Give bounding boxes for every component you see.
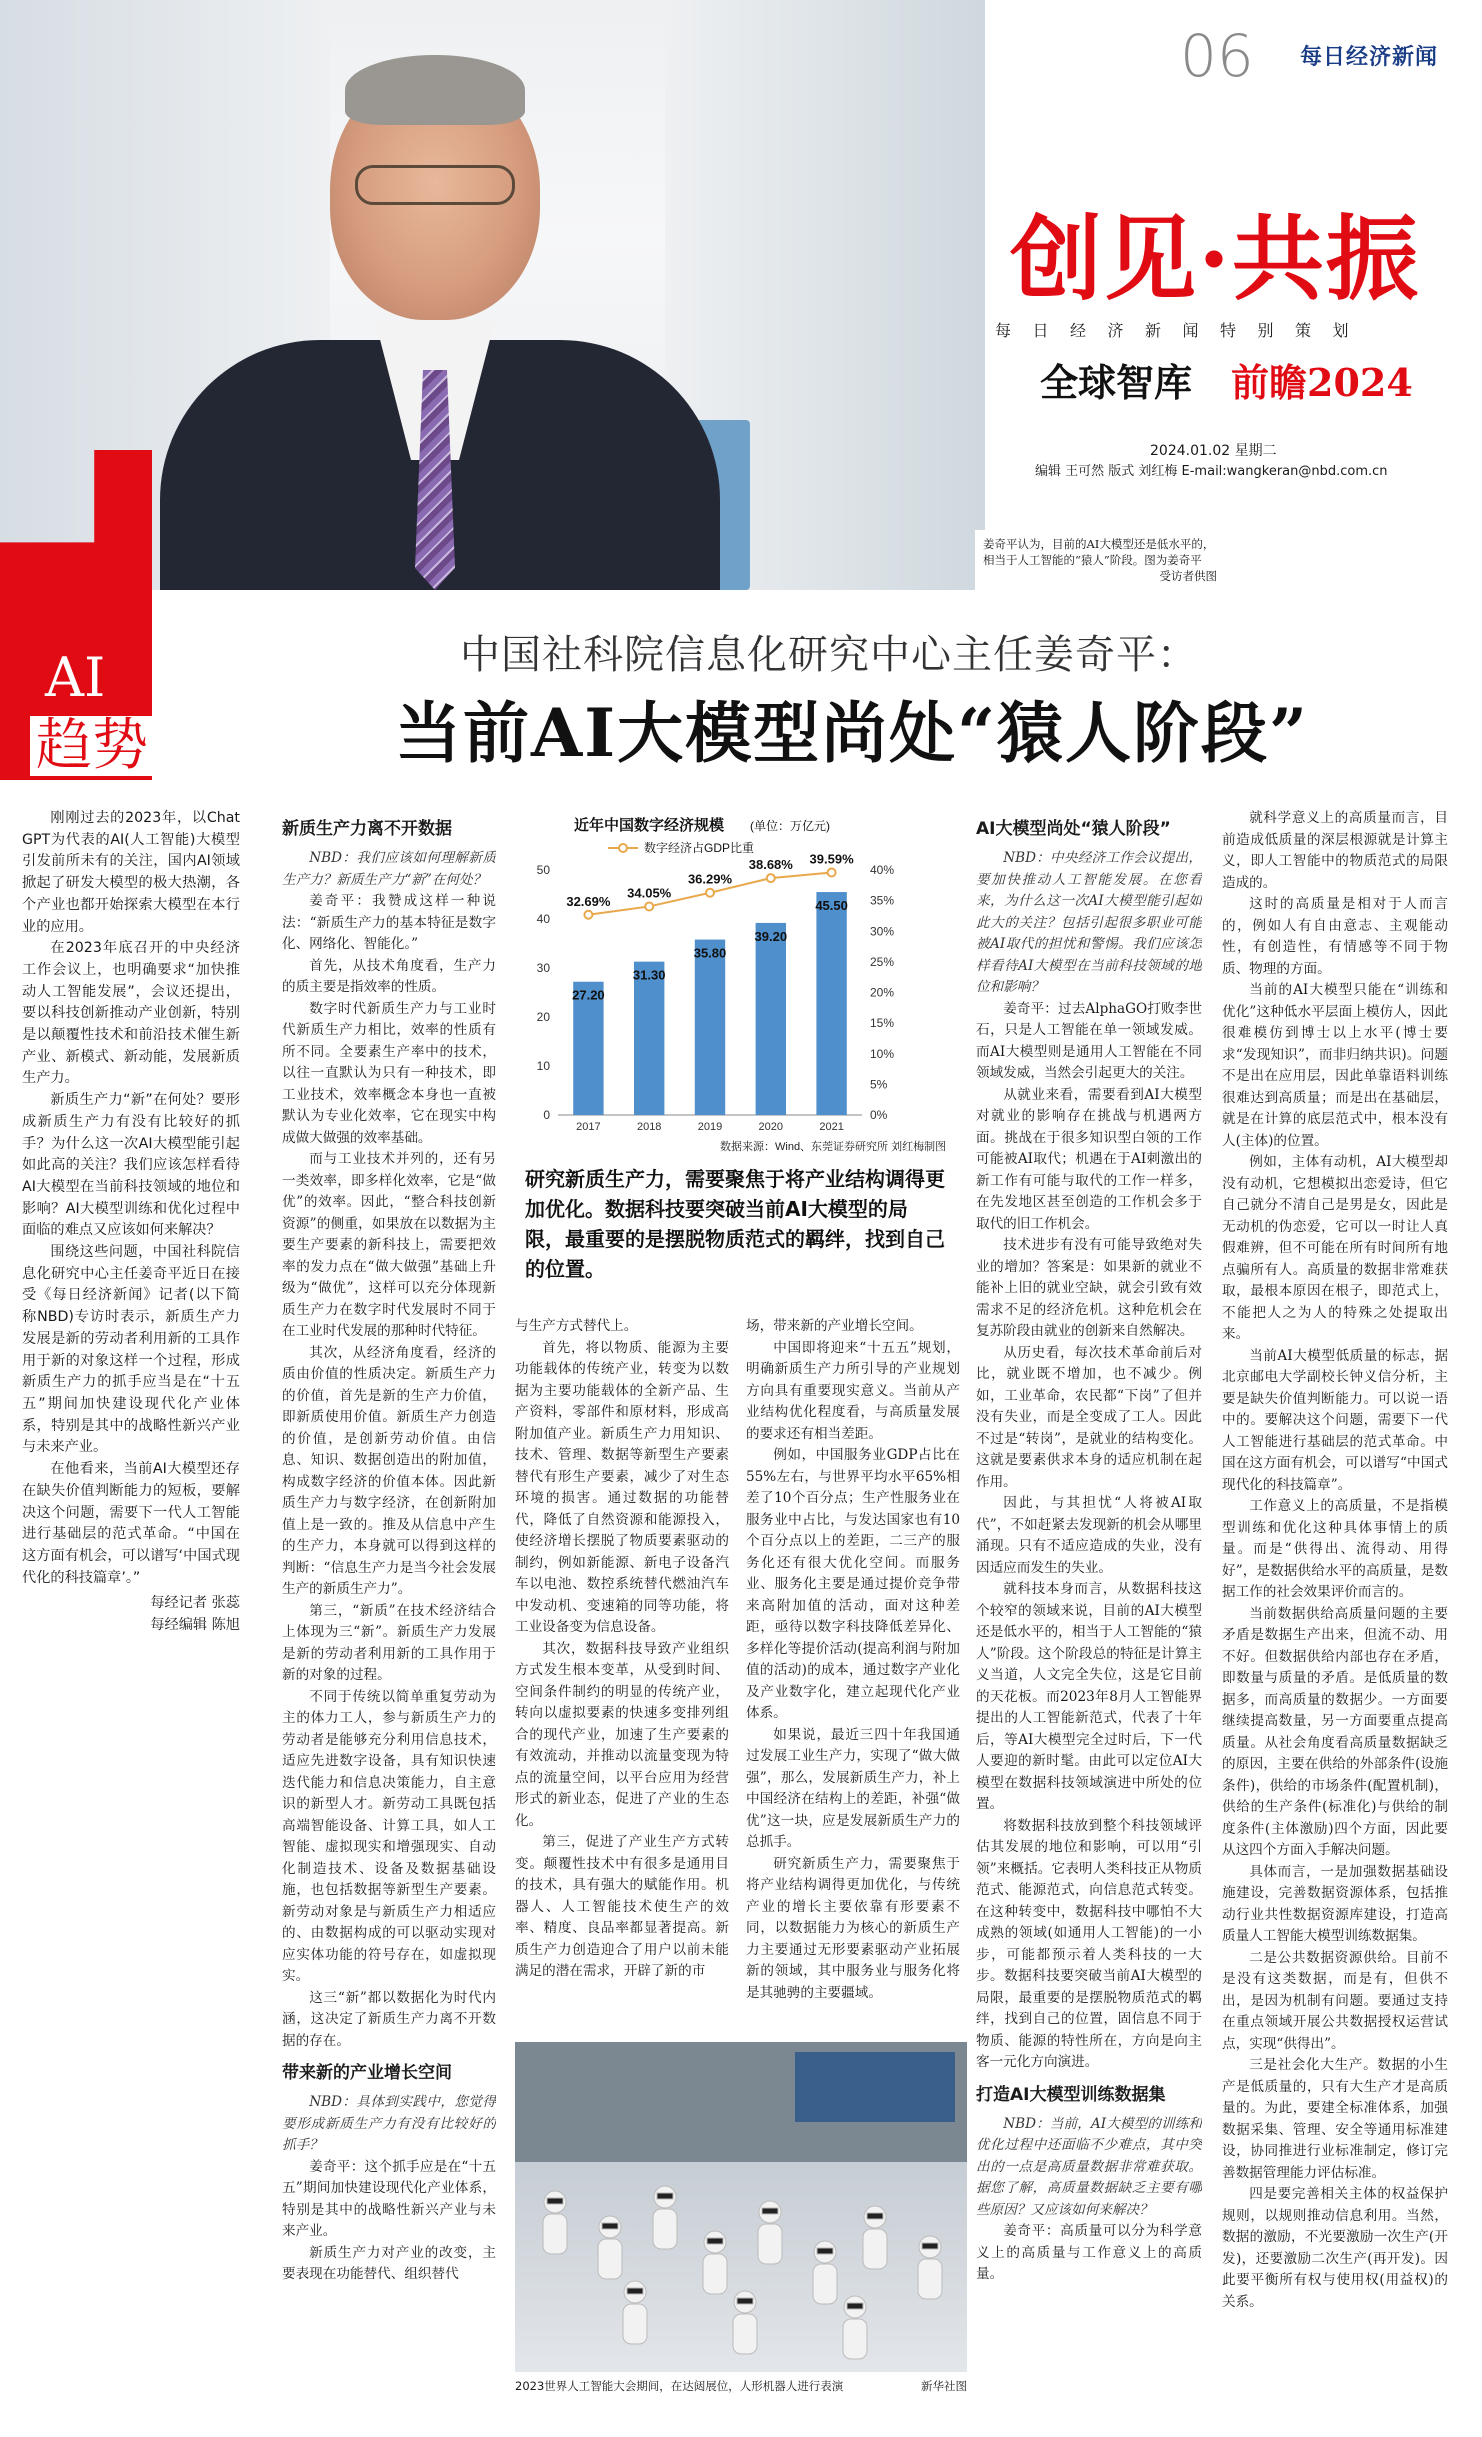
bar-value-label: 35.80 [693,945,727,961]
forward-label: 前瞻2024 [1231,360,1413,405]
body-paragraph: 首先，将以物质、能源为主要功能载体的传统产业，转变为以数据为主要功能载体的全新产品、生产资料，零部件和原材料，形成高附加值产业。新质生产力用知识、技术、管理、数据等新型生产要素替代有形生产要素，减少了对生态环境的损害。通过数据的功能替代，降低了自然资源和能源投入，使经济增长摆脱了物质要素驱动的制约，例如新能源、新电子设备汽车以电池、数控系统替代燃油汽车中发动机、变速箱的同等功能，将工业设备变为信息设备。 [515,1339,729,1635]
subheading: 打造AI大模型训练数据集 [976,2084,1166,2105]
body-paragraph: 就科技本身而言，从数据科技这个较窄的领域来说，目前的AI大模型还是低水平的，相当于人工智能的“猿人”阶段。这个阶段总的特征是计算主义当道，人文完全失位，这是它目前的天花板。而2023年8月人工智能界提出的人工智能新范式，代表了十年后，等AI大模型完全过时后，下一代人要迎的新时髦。由此可以定位AI大模型在数据科技领域演进中所处的位置。 [976,1581,1202,1812]
ratio-point [767,874,775,882]
bar [634,962,664,1115]
chart-svg [510,810,948,1155]
article-column-6 [1222,808,1448,2413]
interview-answer: 姜奇平：过去AlphaGO打败李世石，只是人工智能在单一领域发威。而AI大模型则是通用人工智能在不同领域发威，当然会引起更大的关注。 [976,1000,1202,1081]
ratio-label: 38.68% [748,857,793,873]
bar [756,923,786,1115]
body-paragraph: 这三“新”都以数据化为时代内涵，这决定了新质生产力离不开数据的存在。 [282,1989,496,2049]
headline: 当前AI大模型尚处“猿人阶段” [395,694,1310,772]
body-paragraph: 例如，中国服务业GDP占比在55%左右，与世界平均水平65%相差了10个百分点；生产性服务业在服务业中占比，与发达国家也有10个百分点以上的差距，二三产的服务化还有很大优化空间。而服务业、服务化主要是通过提价竞争带来高附加值的活动，面对这种差距，亟待以数字科技降低差异化、多样化等提价活动(提高利润与附加值的活动)的成本，通过数字产业化及产业数字化，建立起现代化产业体系。 [746,1447,960,1721]
ratio-label: 32.69% [566,893,611,909]
robot-photo-illustration [515,2042,967,2372]
robot-figure [623,2281,647,2344]
robot-photo-caption [515,2378,967,2394]
body-paragraph: 就科学意义上的高质量而言，目前造成低质量的深层根源就是计算主义，即人工智能中的物质范式的局限造成的。 [1222,810,1448,891]
y-tick-label: 10 [536,1059,550,1073]
interview-question: NBD：中央经济工作会议提出，要加快推动人工智能发展。在您看来，为什么这一次AI大模型能引起如此大的关注？包括引起很多职业可能被AI取代的担忧和警惕。我们应该怎样看待AI大模型在当前科技领域的地位和影响？ [976,850,1202,995]
y-tick-label: 50 [536,863,550,877]
body-paragraph: 具体而言，一是加强数据基础设施建设，完善数据资源体系，包括推动行业共性数据资源库建设，打造高质量人工智能大模型训练数据集。 [1222,1863,1448,1944]
robot-figure [733,2291,757,2354]
interview-answer: 姜奇平：我赞成这样一种说法：“新质生产力的基本特征是数字化、网络化、智能化。” [282,893,496,952]
think-tank-label: 全球智库 [1040,360,1193,405]
photo-caption [975,530,1225,592]
body-paragraph: 第三，促进了产业生产方式转变。颠覆性技术中有很多是通用目的技术，具有强大的赋能作用。机器人、人工智能技术使生产的效率、精度、良品率都显著提高。新质生产力创造迎合了用户以前未能满足的潜在需求，开辟了新的市 [515,1834,729,1979]
y2-tick-label: 0% [870,1108,888,1122]
chart-title: 近年中国数字经济规模 [574,817,725,834]
ratio-point [828,869,836,877]
y-tick-label: 20 [536,1010,550,1024]
body-paragraph: 场，带来新的产业增长空间。 [746,1318,923,1334]
y2-tick-label: 25% [870,954,895,969]
body-paragraph: 数字时代新质生产力与工业时代新质生产力相比，效率的性质有所不同。全要素生产率中的技术，以往一直默认为只有一种技术，即工业技术，效率概念本身也一直被默认为专业化效率，它在现实中构成做大做强的效率基础。 [282,1000,496,1146]
robot-figure [758,2201,782,2264]
reporter-signature: 每经记者 张蕊 [150,1595,240,1612]
interview-question: NBD：我们应该如何理解新质生产力？新质生产力“新”在何处？ [282,850,496,888]
y2-tick-label: 40% [870,863,895,877]
article-column-2 [282,808,496,2408]
body-paragraph: 四是要完善相关主体的权益保护规则，以规则推动信息利用。当然，数据的激励，不光要激励一次生产(开发)，还要激励二次生产(再开发)。因此要平衡所有权与使用权(用益权)的关系。 [1222,2186,1448,2310]
y2-tick-label: 20% [870,985,895,1000]
body-paragraph: 工作意义上的高质量，不是指模型训练和优化这种具体事情上的质量。而是“供得出、流得动、用得好”，是数据供给水平的高质量，是数据工作的社会效果评价而言的。 [1222,1498,1448,1600]
bar-value-label: 45.50 [815,898,848,914]
y-tick-label: 0 [543,1108,550,1122]
editor-credits: 编辑 王可然 版式 刘红梅 E-mail:wangkeran@nbd.com.cn [1035,464,1388,479]
body-paragraph: 这时的高质量是相对于人而言的，例如人有自由意志、主观能动性，有创造性，有情感等不同于物质、物理的方面。 [1222,896,1448,977]
bar-value-label: 31.30 [632,967,666,983]
bar [695,940,725,1115]
paper-name: 每日经济新闻 [1300,44,1439,70]
lead-paragraph: 围绕这些问题，中国社科院信息化研究中心主任姜奇平近日在接受《每日经济新闻》记者(以下简称NBD)专访时表示，新质生产力发展是新的劳动者利用新的工具作用于新的对象这样一个过程，形成新质生产力的抓手应当是在“十五五”期间加快建设现代化产业体系，特别是其中的战略性新兴产业与未来产业。 [22,1244,240,1456]
ratio-point [706,889,714,897]
special-title: 创见·共振 [1010,205,1421,313]
page-number: 06 [1180,22,1254,90]
bar [816,892,846,1115]
x-tick-label: 2019 [697,1121,723,1133]
chart-source: 数据来源：Wind、东莞证券研究所 刘红梅制图 [720,1141,947,1153]
legend-marker [619,844,627,852]
interview-question: NBD：具体到实践中，您觉得要形成新质生产力有没有比较好的抓手？ [282,2094,496,2153]
y2-tick-label: 5% [870,1077,888,1092]
digital-economy-chart [510,810,948,1155]
body-paragraph: 二是公共数据资源供给。目前不是没有这类数据，而是有，但供不出，是因为机制有问题。要通过支持在重点领域开展公共数据授权运营试点，实现“供得出”。 [1222,1949,1448,2052]
body-paragraph: 从历史看，每次技术革命前后对比，就业既不增加，也不减少。例如，工业革命，农民都“下岗”了但并没有失业，而是全变成了工人。因此不过是“转岗”，是就业的结构变化。这就是要素供求本身的适应机制在起作用。 [976,1344,1202,1490]
interview-answer: 姜奇平：这个抓手应是在“十五五”期间加快建设现代化产业体系，特别是其中的战略性新兴产业与未来产业。 [282,2158,496,2239]
body-paragraph: 不同于传统以简单重复劳动为主的体力工人，参与新质生产力的劳动者是能够充分利用信息技术，适应先进数字设备，具有知识快速迭代能力和信息决策能力，自主意识的新型人才。新劳动工具既包括高端智能设备、计算工具，如人工智能、虚拟现实和增强现实、自动化制造技术、设备及数据基础设施，也包括数据等新型生产要素。新劳动对象是与新质生产力相适应的、由数据构成的可以驱动实现对应实体功能的符号存在，如虚拟现实。 [282,1688,496,1984]
robot-figure [598,2216,622,2279]
section-tag-trend: 趋势 [30,716,154,776]
body-paragraph: 将数据科技放到整个科技领域评估其发展的地位和影响，可以用“引领”来概括。它表明人类科技正从物质范式、能源范式，向信息范式转变。在这种转变中，数据科技中哪怕不大成熟的领域(如通用人工智能)的一小步，可能都预示着人类科技的一大步。数据科技要突破当前AI大模型的局限，最重要的是摆脱物质范式的羁绊，找到自己的位置，固信息不同于物质、能源的特性所在，方向是向主客一元化方向演进。 [976,1817,1202,2070]
y2-tick-label: 30% [870,924,895,939]
lead-paragraph: 刚刚过去的2023年，以Chat GPT为代表的AI(人工智能)大模型引发前所未有的关注，国内AI领域掀起了研发大模型的极大热潮，各个产业也都开始探索大模型在本行业的应用。 [22,810,240,935]
kicker: 中国社科院信息化研究中心主任姜奇平： [460,632,1198,678]
robot-figure [918,2236,942,2299]
lead-paragraph: 在他看来，当前AI大模型还存在缺失价值判断能力的短板，要解决这个问题，需要下一代人工智能进行基础层的范式革命。“中国在这方面有机会，可以谱写‘中国式现代化的科技篇章’。” [22,1461,240,1586]
ratio-label: 36.29% [687,871,733,887]
y2-tick-label: 35% [870,893,895,908]
section-tag-ai: AI [45,646,106,709]
subheading: AI大模型尚处“猿人阶段” [976,819,1171,839]
pull-quote: 研究新质生产力，需要聚焦于将产业结构调得更加优化。数据科技要突破当前AI大模型的局限，最重要的是摆脱物质范式的羁绊，找到自己的位置。 [525,1167,945,1281]
y-tick-label: 40 [536,912,550,926]
robot-caption-text: 2023世界人工智能大会期间，在达闼展位，人形机器人进行表演 [515,2379,844,2393]
subheading: 带来新的产业增长空间 [282,2063,452,2083]
article-column-3 [515,1316,729,2036]
subheading: 新质生产力离不开数据 [282,819,452,839]
bar-value-label: 27.20 [572,987,605,1003]
robot-figure [703,2231,727,2294]
x-tick-label: 2018 [636,1121,662,1133]
body-paragraph: 三是社会化大生产。数据的小生产是低质量的，只有大生产才是高质量的。为此，要建全标准体系，加强数据采集、管理、安全等通用标准建设，协同推进行业标准制定，修订完善数据管理能力评估标准。 [1222,2057,1448,2181]
special-subtitle: 每日经济新闻特别策划 [995,321,1371,340]
lead-column [22,808,240,1808]
body-paragraph: 如果说，最近三四十年我国通过发展工业生产力，实现了“做大做强”，那么，发展新质生产力，补上中国经济在结构上的差距，补强“做优”这一块，应是发展新质生产力的总抓手。 [746,1726,960,1850]
robot-figure [653,2186,677,2249]
x-tick-label: 2017 [576,1121,601,1133]
person-glasses [355,165,515,205]
body-paragraph: 其次，从经济角度看，经济的质由价值的性质决定。新质生产力的价值，首先是新的生产力价值，即新质使用价值。新质生产力创造的价值，是创新劳动价值。由信息、知识、数据创造出的附加值，构成数字经济的价值本体。因此新质生产力与数字经济，在创新附加值上是一致的。推及从信息中产生的生产力，本身就可以得到这样的判断：“信息生产力是当今社会发展生产的新质生产力”。 [282,1344,496,1597]
ratio-label: 34.05% [627,885,672,901]
robot-figure [863,2206,887,2269]
bar-value-label: 39.20 [754,928,788,944]
y2-tick-label: 15% [870,1016,895,1031]
body-paragraph: 新质生产力对产业的改变，主要表现在功能替代、组织替代 [282,2244,496,2282]
body-paragraph: 因此，与其担忧“人将被AI取代”，不如赶紧去发现新的机会从哪里涌现。只有不适应造成的失业，没有因适应而发生的失业。 [976,1495,1202,1576]
chart-unit: (单位：万亿元) [750,819,830,833]
x-tick-label: 2020 [758,1121,784,1133]
body-paragraph: 而与工业技术并列的，还有另一类效率，即多样化效率，它是“做优”的效率。因此，“整合科技创新资源”的侧重，如果放在以数据为主要生产要素的新科技上，需要把效率的发力点在“做大做强”基础上升级为“做优”，这样可以充分体现新质生产力在数字时代发展时不同于在工业时代发展的那种时代特征。 [282,1151,496,1339]
article-column-4 [746,1316,960,2036]
photo-caption-credit: 受访者供图 [1159,569,1217,583]
article-column-5 [976,808,1202,2413]
lead-paragraph: 新质生产力“新”在何处？要形成新质生产力有没有比较好的抓手？为什么这一次AI大模型能引起如此高的关注？我们应该怎样看待AI大模型在当前科技领域的地位和影响？AI大模型训练和优化过程中面临的难点又应该如何来解决？ [22,1092,240,1239]
ratio-point [645,902,653,910]
legend-label: 数字经济占GDP比重 [644,841,755,855]
robot-figure [543,2191,567,2254]
body-paragraph: 从就业来看，需要看到AI大模型对就业的影响存在挑战与机遇两方面。挑战在于很多知识型白领的工作可能被AI取代；机遇在于AI刺激出的新工作有可能与取代的工作一样多，在先发地区甚至创造的工作机会多于取代的旧工作机会。 [976,1086,1202,1232]
body-paragraph: 中国即将迎来“十五五”规划，明确新质生产力所引导的产业规划方向具有重要现实意义。当前从产业结构优化程度看，与高质量发展的要求还有相当差距。 [746,1339,960,1442]
x-tick-label: 2021 [819,1121,844,1133]
lead-paragraph: 在2023年底召开的中央经济工作会议上，也明确要求“加快推动人工智能发展”，会议还提出，要以科技创新推动产业创新，特别是以颠覆性技术和前沿技术催生新产业、新模式、新动能，发展新质生产力。 [22,940,240,1087]
photo-caption-text: 姜奇平认为，目前的AI大模型还是低水平的，相当于人工智能的“猿人”阶段。图为姜奇平 [983,537,1215,567]
body-paragraph: 例如，主体有动机，AI大模型却没有动机，它想模拟出恋爱诗，但它自己就分不清自己是男是女，因此是无动机的伪恋爱，它可以一时让人真假难辨，但不可能在所有时间所有地点骗所有人。高质量的数据非常难获取，最根本原因在根子，即范式上，不能把人之为人的特殊之处提取出来。 [1222,1154,1448,1342]
body-paragraph: 技术进步有没有可能导致绝对失业的增加？答案是：如果新的就业不能补上旧的就业空缺，就会引致有效需求不足的经济危机。这种危机会在复苏阶段由就业的创新来自然解决。 [976,1237,1202,1339]
robot-caption-credit: 新华社图 [921,2379,967,2393]
ratio-point [584,911,592,919]
issue-date: 2024.01.02 星期二 [1150,443,1277,459]
y-tick-label: 30 [536,961,550,975]
person-hair [345,55,525,125]
ratio-label: 39.59% [809,851,854,867]
editor-signature: 每经编辑 陈旭 [150,1617,240,1634]
robot-photo [515,2042,967,2372]
body-paragraph: 当前的AI大模型只能在“训练和优化”这种低水平层面上模仿人，因此很难模仿到博士以上水平(博士要求“发现知识”，而非归纳共识)。问题不是出在应用层，因此单靠语料训练很难达到高质量；而是出在基础层，就是在计算的底层范式中，根本没有人(主体)的位置。 [1222,982,1448,1149]
interview-question: NBD：当前，AI大模型的训练和优化过程中还面临不少难点，其中突出的一点是高质量数据非常难获取。据您了解，高质量数据缺乏主要有哪些原因？又应该如何来解决？ [976,2115,1202,2218]
body-paragraph: 研究新质生产力，需要聚焦于将产业结构调得更加优化，与传统产业的增长主要依靠有形要素不同，以数据能力为核心的新质生产力主要通过无形要素驱动产业拓展新的领域，其中服务业与服务化将是其驰骋的主要疆域。 [746,1855,960,2001]
body-paragraph: 首先，从技术角度看，生产力的质主要是指效率的性质。 [282,957,496,995]
interview-answer: 姜奇平：高质量可以分为科学意义上的高质量与工作意义上的高质量。 [976,2223,1202,2282]
y2-tick-label: 10% [870,1046,895,1061]
body-paragraph: 当前AI大模型低质量的标志，据北京邮电大学副校长钟义信分析，主要是缺失价值判断能力。可以说一语中的。要解决这个问题，需要下一代人工智能进行基础层的范式革命。中国在这方面有机会，可以谱写“中国式现代化的科技篇章”。 [1222,1347,1448,1493]
body-paragraph: 其次，数据科技导致产业组织方式发生根本变革，从受到时间、空间条件制约的明显的传统产业，转向以虚拟要素的快速多变排列组合的现代产业，加速了生产要素的有效流动，并推动以流量变现为特点的流量空间，以平台应用为经营形式的新业态，促进了产业的生态化。 [515,1640,729,1829]
body-paragraph: 第三，“新质”在技术经济结合上体现为三“新”。新质生产力发展是新的劳动者利用新的工具作用于新的对象的过程。 [282,1602,496,1683]
robot-figure [813,2241,837,2304]
body-paragraph: 与生产方式替代上。 [515,1318,638,1334]
robot-figure [843,2296,867,2359]
body-paragraph: 当前数据供给高质量问题的主要矛盾是数据生产出来，但流不动、用不好。但数据供给内部也存在矛盾，即数量与质量的矛盾。是低质量的数据多，而高质量的数据少。一方面要继续提高数量，另一方面要重点提高质量。从社会角度看高质量数据缺乏的原因，主要在供给的外部条件(设施条件)，供给的市场条件(配置机制)，供给的生产条件(标准化)与供给的制度条件(主体激励)四个方面，因此要从这四个方面入手解决问题。 [1222,1605,1448,1858]
